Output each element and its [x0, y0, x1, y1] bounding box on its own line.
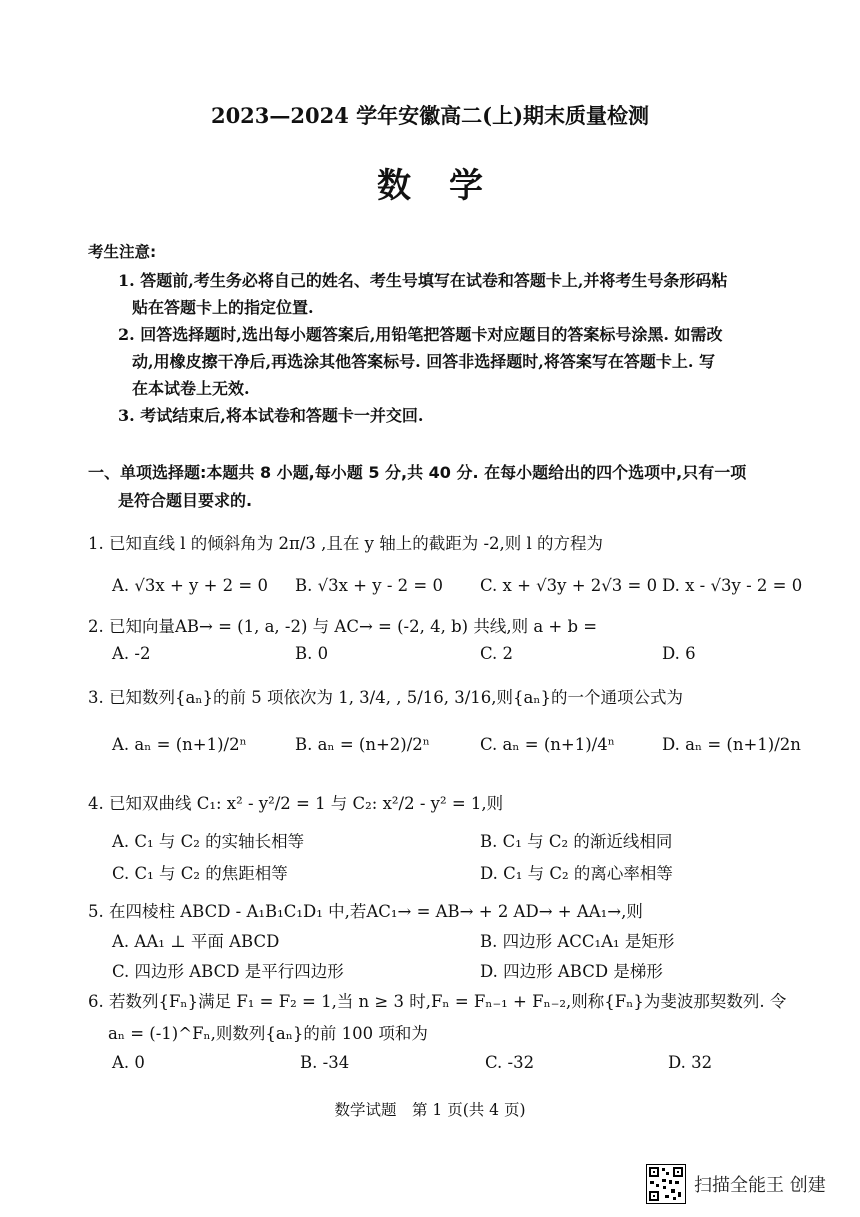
notice-line: 3. 考试结束后,将本试卷和答题卡一并交回.: [118, 406, 424, 425]
section-heading: 一、单项选择题:本题共 8 小题,每小题 5 分,共 40 分. 在每小题给出的四个选项中,只有一项: [88, 463, 747, 482]
question-3-stem: 3. 已知数列{aₙ}的前 5 项依次为 1, 3/4, , 5/16, 3/16,则{aₙ}的一个通项公式为: [88, 688, 684, 707]
q5-option-b: B. 四边形 ACC₁A₁ 是矩形: [480, 932, 675, 951]
scanner-watermark: [646, 1164, 826, 1204]
q2-option-d: D. 6: [662, 644, 696, 663]
q3-option-c: C. aₙ = (n+1)/4ⁿ: [480, 735, 615, 754]
q5-option-d: D. 四边形 ABCD 是梯形: [480, 962, 663, 981]
q6-option-d: D. 32: [668, 1053, 713, 1072]
q4-option-d: D. C₁ 与 C₂ 的离心率相等: [480, 864, 673, 883]
question-6-stem: 6. 若数列{Fₙ}满足 F₁ = F₂ = 1,当 n ≥ 3 时,Fₙ = Fₙ₋₁ + Fₙ₋₂,则称{Fₙ}为斐波那契数列. 令: [88, 992, 787, 1011]
q1-option-b: B. √3x + y - 2 = 0: [295, 576, 443, 595]
notice-line: 在本试卷上无效.: [132, 379, 250, 398]
q2-option-c: C. 2: [480, 644, 514, 663]
question-2-stem: 2. 已知向量AB→ = (1, a, -2) 与 AC→ = (-2, 4, b) 共线,则 a + b =: [88, 617, 598, 636]
exam-title: 2023—2024 学年安徽高二(上)期末质量检测: [210, 103, 650, 128]
q1-option-a: A. √3x + y + 2 = 0: [112, 576, 268, 595]
q5-option-c: C. 四边形 ABCD 是平行四边形: [112, 962, 344, 981]
q6-option-b: B. -34: [300, 1053, 350, 1072]
section-heading-cont: 是符合题目要求的.: [118, 491, 253, 510]
q5-option-a: A. AA₁ ⊥ 平面 ABCD: [112, 932, 280, 951]
question-5-stem: 5. 在四棱柱 ABCD - A₁B₁C₁D₁ 中,若AC₁→ = AB→ + 2 AD→ + AA₁→,则: [88, 902, 643, 921]
question-1-stem: 1. 已知直线 l 的倾斜角为 2π/3 ,且在 y 轴上的截距为 -2,则 l 的方程为: [88, 534, 604, 553]
question-4-stem: 4. 已知双曲线 C₁: x² - y²/2 = 1 与 C₂: x²/2 - y² = 1,则: [88, 794, 504, 813]
q1-option-c: C. x + √3y + 2√3 = 0: [480, 576, 658, 595]
q2-option-a: A. -2: [112, 644, 151, 663]
qr-code-icon: [646, 1164, 686, 1204]
q1-option-d: D. x - √3y - 2 = 0: [662, 576, 803, 595]
q3-option-a: A. aₙ = (n+1)/2ⁿ: [112, 735, 247, 754]
subject-title: 数学: [377, 166, 521, 206]
q3-option-d: D. aₙ = (n+1)/2n: [662, 735, 801, 754]
notice-line: 贴在答题卡上的指定位置.: [132, 298, 314, 317]
q2-option-b: B. 0: [295, 644, 329, 663]
notice-line: 动,用橡皮擦干净后,再选涂其他答案标号. 回答非选择题时,将答案写在答题卡上. 写: [132, 352, 715, 371]
q4-option-c: C. C₁ 与 C₂ 的焦距相等: [112, 864, 288, 883]
question-6-stem-cont: aₙ = (-1)^Fₙ,则数列{aₙ}的前 100 项和为: [108, 1024, 428, 1043]
page-footer: 数学试题 第 1 页(共 4 页): [334, 1101, 526, 1119]
notice-heading: 考生注意:: [88, 243, 157, 261]
q4-option-a: A. C₁ 与 C₂ 的实轴长相等: [112, 832, 305, 851]
q4-option-b: B. C₁ 与 C₂ 的渐近线相同: [480, 832, 673, 851]
watermark-text: 扫描全能王 创建: [694, 1175, 826, 1196]
q6-option-a: A. 0: [112, 1053, 145, 1072]
q6-option-c: C. -32: [485, 1053, 535, 1072]
notice-line: 1. 答题前,考生务必将自己的姓名、考生号填写在试卷和答题卡上,并将考生号条形码粘: [118, 271, 728, 290]
notice-line: 2. 回答选择题时,选出每小题答案后,用铅笔把答题卡对应题目的答案标号涂黑. 如需改: [118, 325, 723, 344]
q3-option-b: B. aₙ = (n+2)/2ⁿ: [295, 735, 430, 754]
